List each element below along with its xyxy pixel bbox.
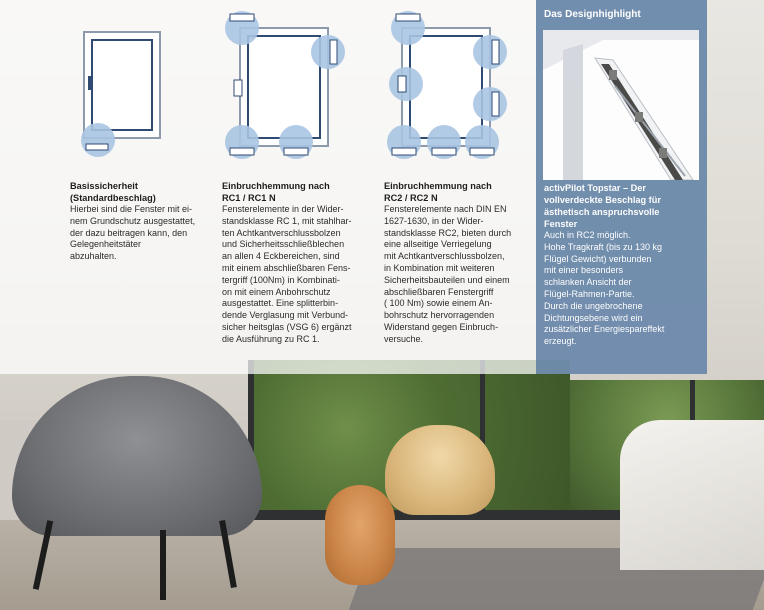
- lock-bolt: [492, 40, 499, 64]
- lock-bolt: [492, 92, 499, 116]
- lock-bolt: [284, 148, 308, 155]
- bed: [620, 420, 764, 570]
- window-frame-outline: [84, 32, 160, 138]
- dog: [385, 425, 495, 515]
- window-basic-security-icon: [70, 26, 190, 166]
- lock-bolt: [230, 14, 254, 21]
- lock-point-circle: [473, 87, 507, 121]
- rc1-column: [222, 180, 372, 346]
- design-highlight-body: Auch in RC2 möglich. Hohe Tragkraft (bis zu 130 kg Flügel Gewicht) verbunden mit einer besonders schlanken Ansicht der Flügel-Rahmen-Partie. Durch die ungebrochene Dichtungsebene wird ein zusätzlicher Energiespareffekt erzeugt.: [544, 230, 665, 347]
- column-heading: Basissicherheit (Standardbeschlag): [70, 181, 156, 203]
- cat: [325, 485, 395, 585]
- rc2-column: [384, 180, 534, 346]
- lock-bolt: [396, 14, 420, 21]
- design-highlight-label: Das Designhighlight: [544, 9, 641, 20]
- lock-bolt: [470, 148, 494, 155]
- window-handle: [398, 76, 406, 92]
- window-rc2-icon: [384, 8, 514, 168]
- lock-bolt: [392, 148, 416, 155]
- column-body: Hierbei sind die Fenster mit ei- nem Grundschutz ausgestattet, der dazu beitragen kann, den Gelegenheitstäter abzuhalten.: [70, 204, 196, 262]
- chair-leg: [160, 530, 166, 600]
- lock-point-circle: [81, 123, 115, 157]
- fitting-product-photo: [543, 30, 699, 180]
- window-handle: [88, 76, 92, 90]
- hinge-fitting-icon: [543, 30, 699, 180]
- lock-bolt: [330, 40, 337, 64]
- lock-bolt: [230, 148, 254, 155]
- lock-bolt: [86, 144, 108, 150]
- column-heading: Einbruchhemmung nach RC2 / RC2 N: [384, 181, 492, 203]
- column-body: Fensterelemente nach DIN EN 1627-1630, in der Wider- standsklasse RC2, bieten durch eine allseitige Verriegelung mit Achtkantverschlussbolzen, in Kombination mit weiteren Sicherheitsbauteilen und einem abschließbaren Fenstergriff ( 100 Nm) sowie einem An- bohrschutz hervorragenden Widerstand gegen Einbruch- versuche.: [384, 204, 512, 344]
- basic-security-column: [70, 180, 220, 263]
- design-highlight-panel: [536, 0, 707, 374]
- design-highlight-text: [544, 182, 702, 348]
- design-highlight-heading: activPilot Topstar – Der vollverdeckte Beschlag für ästhetisch anspruchsvolle Fenster: [544, 183, 661, 229]
- column-heading: Einbruchhemmung nach RC1 / RC1 N: [222, 181, 330, 203]
- lock-bolt: [432, 148, 456, 155]
- window-rc1-icon: [222, 8, 352, 168]
- column-body: Fensterelemente in der Wider- standsklasse RC 1, mit stahlhar- ten Achtkantverschlussbolzen und Sicherheitsschließblechen an allen 4 Eckbereichen, sind mit einem abschließbaren Fens- tergriff (100Nm) in Kombinati- on mit einem Anbohrschutz ausgestattet. Eine splitterbin- dende Verglasung mit Verbund- sicher heitsglas (VSG 6) ergänzt die Ausführung zu RC 1.: [222, 204, 352, 344]
- window-handle: [234, 80, 242, 96]
- lock-point-circle: [473, 35, 507, 69]
- lock-point-circle: [311, 35, 345, 69]
